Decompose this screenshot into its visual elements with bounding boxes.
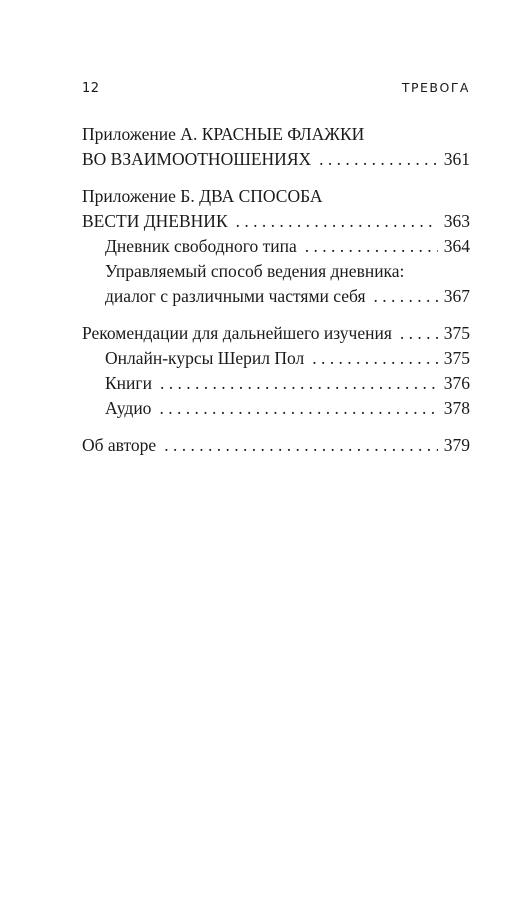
toc-entry-title: Рекомендации для дальнейшего изучения — [82, 323, 392, 343]
toc-entry-line — [105, 396, 470, 421]
toc-entry-appendix-a — [82, 122, 470, 172]
toc-page-number: 367 — [443, 286, 470, 306]
toc-entry-line — [105, 234, 470, 259]
toc-page-number: 363 — [443, 211, 470, 231]
running-head — [82, 80, 470, 96]
dot-leader — [374, 284, 438, 309]
toc-page-number: 364 — [443, 236, 470, 256]
dot-leader — [312, 346, 437, 371]
dot-leader — [164, 433, 438, 458]
toc-entry-appendix-b — [82, 184, 470, 234]
toc-entry-title: Приложение Б. ДВА СПОСОБА — [82, 186, 323, 206]
toc-entry-title: Аудио — [105, 398, 152, 418]
dot-leader — [159, 396, 437, 421]
dot-leader — [160, 371, 438, 396]
toc-entry-title: Об авторе — [82, 435, 157, 455]
toc-page-number: 378 — [443, 398, 470, 418]
toc-entry-online-courses — [82, 346, 470, 371]
toc-entry-guided-journaling — [82, 259, 470, 309]
toc-entry-line — [82, 184, 470, 209]
toc-entry-line — [105, 346, 470, 371]
toc-entry-line — [105, 259, 470, 284]
toc-entry-line — [105, 371, 470, 396]
toc-entry-line — [82, 321, 470, 346]
toc-entry-line — [105, 284, 470, 309]
toc-page-number: 379 — [443, 435, 470, 455]
toc-entry-title: Книги — [105, 373, 152, 393]
running-title: ТРЕВОГА — [401, 80, 470, 95]
toc-entry-free-form-journal — [82, 234, 470, 259]
toc-entry-line — [82, 209, 470, 234]
toc-entry-title-cont: ВЕСТИ ДНЕВНИК — [82, 211, 228, 231]
toc-page-number: 376 — [443, 373, 470, 393]
toc-entry-title: Управляемый способ ведения дневника: — [105, 261, 405, 281]
table-of-contents — [82, 122, 470, 458]
toc-entry-audio — [82, 396, 470, 421]
toc-entry-title: Онлайн-курсы Шерил Пол — [105, 348, 305, 368]
page-number: 12 — [82, 81, 100, 96]
dot-leader — [305, 234, 438, 259]
dot-leader — [236, 209, 438, 234]
toc-entry-title-cont: ВО ВЗАИМООТНОШЕНИЯХ — [82, 149, 312, 169]
toc-entry-recommendations — [82, 321, 470, 346]
toc-entry-line — [82, 147, 470, 172]
toc-entry-title: Дневник свободного типа — [105, 236, 297, 256]
toc-entry-title-cont: диалог с различными частями себя — [105, 286, 366, 306]
toc-page-number: 375 — [443, 323, 470, 343]
toc-entry-title: Приложение А. КРАСНЫЕ ФЛАЖКИ — [82, 124, 365, 144]
toc-entry-books — [82, 371, 470, 396]
toc-entry-line — [82, 433, 470, 458]
toc-entry-about-author — [82, 433, 470, 458]
toc-page-number: 375 — [443, 348, 470, 368]
dot-leader — [400, 321, 438, 346]
toc-page-number: 361 — [443, 149, 470, 169]
toc-entry-line — [82, 122, 470, 147]
dot-leader — [319, 147, 438, 172]
